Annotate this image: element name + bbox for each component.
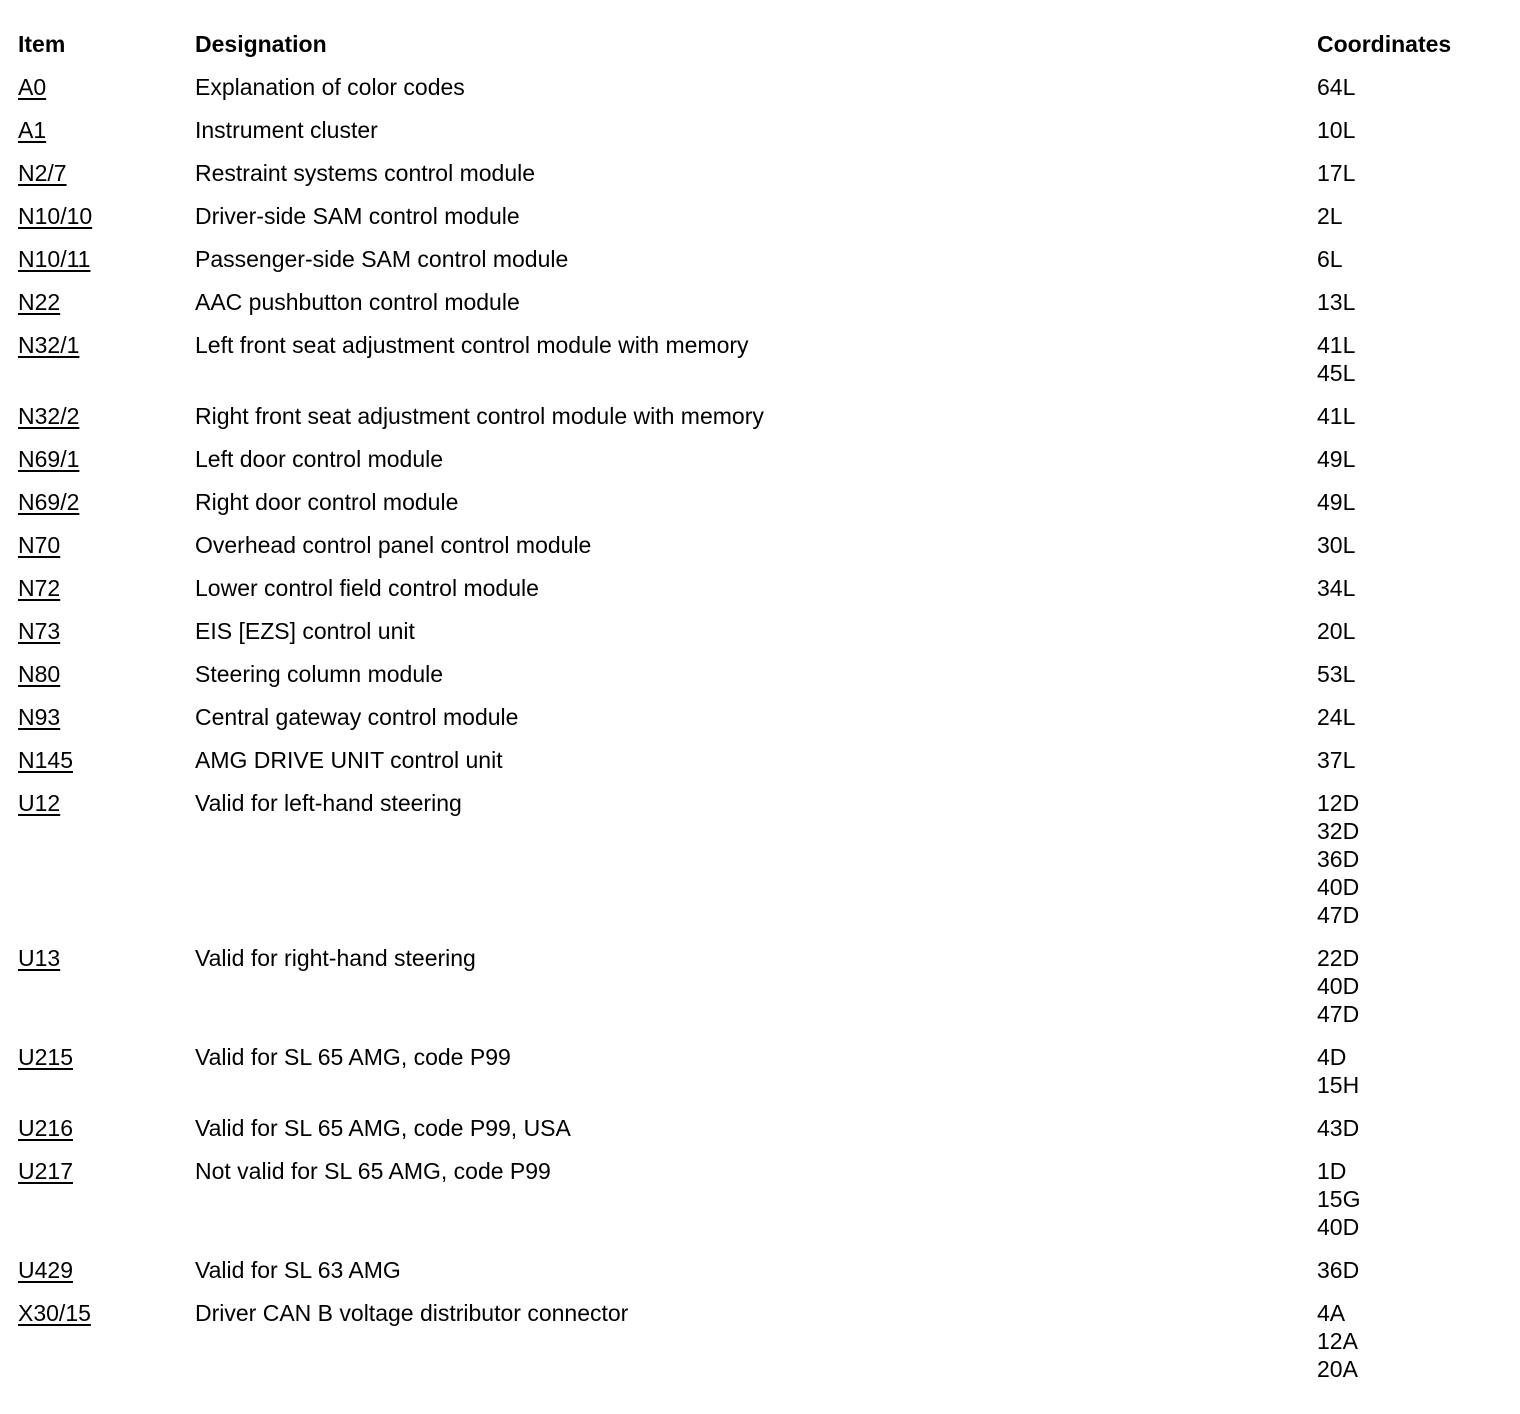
item-cell [18,787,195,819]
coordinate-value: 45L [1317,360,1356,386]
designation-cell: Valid for SL 63 AMG [195,1257,401,1283]
coordinates-cell [1317,615,1497,647]
item-cell [18,114,195,146]
item-code-link[interactable]: N32/1 [18,332,80,358]
coordinates-cell [1317,529,1497,561]
table-row [18,1297,1498,1396]
item-cell [18,529,195,561]
coordinate-value: 24L [1317,704,1356,730]
item-code-link[interactable]: U429 [18,1257,73,1283]
item-cell [18,200,195,232]
coordinate-value: 2L [1317,203,1343,229]
coordinate-value: 13L [1317,289,1356,315]
table-row [18,443,1498,486]
designation-cell: Left door control module [195,446,444,472]
coordinates-cell [1317,329,1497,389]
table-row [18,114,1498,157]
coordinates-cell [1317,243,1497,275]
designation-cell: Valid for SL 65 AMG, code P99, USA [195,1115,571,1141]
item-code-link[interactable]: N145 [18,747,73,773]
coordinate-value: 12D [1317,790,1360,816]
table-row [18,71,1498,114]
item-code-link[interactable]: N2/7 [18,160,67,186]
item-cell [18,1155,195,1187]
table-row [18,701,1498,744]
designation-cell: Valid for left-hand steering [195,790,462,816]
designation-cell: Right front seat adjustment control module with memory [195,403,764,429]
coordinates-cell [1317,701,1497,733]
designation-cell: Driver CAN B voltage distributor connector [195,1300,629,1326]
coordinates-cell [1317,1041,1497,1101]
designation-cell: Not valid for SL 65 AMG, code P99 [195,1158,551,1184]
item-cell [18,486,195,518]
coordinates-cell [1317,157,1497,189]
coordinates-cell [1317,443,1497,475]
table-body [18,71,1498,1396]
item-code-link[interactable]: A0 [18,74,47,100]
item-cell [18,572,195,604]
item-code-link[interactable]: N73 [18,618,61,644]
coordinate-value: 15G [1317,1186,1361,1212]
coordinates-cell [1317,787,1497,931]
designation-cell: Left front seat adjustment control module with memory [195,332,749,358]
table-row [18,243,1498,286]
designation-cell: Overhead control panel control module [195,532,592,558]
item-code-link[interactable]: N32/2 [18,403,80,429]
table-row [18,329,1498,400]
coordinate-value: 47D [1317,1001,1360,1027]
item-code-link[interactable]: N70 [18,532,61,558]
designation-cell: Right door control module [195,489,459,515]
designation-cell: EIS [EZS] control unit [195,618,415,644]
coordinates-cell [1317,1297,1497,1385]
table-row [18,1254,1498,1297]
coordinate-value: 36D [1317,846,1360,872]
coordinate-value: 41L [1317,403,1356,429]
item-cell [18,1041,195,1073]
item-cell [18,615,195,647]
coordinate-value: 40D [1317,874,1360,900]
coordinate-value: 36D [1317,1257,1360,1283]
coordinate-value: 40D [1317,973,1360,999]
item-cell [18,942,195,974]
table-header-row [18,28,1498,71]
item-cell [18,1254,195,1286]
coordinates-cell [1317,486,1497,518]
designation-cell: Steering column module [195,661,444,687]
item-cell [18,329,195,361]
coordinate-value: 30L [1317,532,1356,558]
designation-cell: Passenger-side SAM control module [195,246,569,272]
coordinate-value: 17L [1317,160,1356,186]
item-code-link[interactable]: U13 [18,945,61,971]
coordinate-value: 64L [1317,74,1356,100]
table-row [18,157,1498,200]
coordinates-cell [1317,200,1497,232]
coordinate-value: 4A [1317,1300,1346,1326]
item-code-link[interactable]: N22 [18,289,61,315]
designation-cell: Valid for SL 65 AMG, code P99 [195,1044,511,1070]
coordinate-value: 6L [1317,246,1343,272]
coordinate-value: 34L [1317,575,1356,601]
designation-column-header: Designation [195,31,327,57]
item-code-link[interactable]: X30/15 [18,1300,91,1326]
item-code-link[interactable]: N80 [18,661,61,687]
coordinates-cell [1317,942,1497,1030]
coordinate-value: 15H [1317,1072,1360,1098]
item-cell [18,658,195,690]
table-row [18,1155,1498,1254]
table-row [18,942,1498,1041]
item-code-link[interactable]: A1 [18,117,47,143]
coordinate-value: 37L [1317,747,1356,773]
coordinate-value: 20A [1317,1356,1358,1382]
table-row [18,658,1498,701]
item-cell [18,400,195,432]
table-row [18,400,1498,443]
designation-cell: Explanation of color codes [195,74,465,100]
coordinate-value: 49L [1317,446,1356,472]
coordinate-value: 12A [1317,1328,1358,1354]
coordinates-cell [1317,400,1497,432]
coordinates-cell [1317,286,1497,318]
table-row [18,286,1498,329]
item-code-link[interactable]: N72 [18,575,61,601]
component-legend-table [18,28,1498,1396]
item-code-link[interactable]: N10/11 [18,246,91,272]
item-code-link[interactable]: U216 [18,1115,73,1141]
coordinate-value: 20L [1317,618,1356,644]
coordinates-cell [1317,744,1497,776]
designation-cell: Instrument cluster [195,117,378,143]
coordinate-value: 22D [1317,945,1360,971]
item-column-header: Item [18,31,66,57]
item-code-link[interactable]: N93 [18,704,61,730]
designation-cell: Valid for right-hand steering [195,945,476,971]
coordinates-cell [1317,71,1497,103]
designation-cell: AMG DRIVE UNIT control unit [195,747,503,773]
coordinate-value: 10L [1317,117,1356,143]
item-cell [18,701,195,733]
coordinate-value: 43D [1317,1115,1360,1141]
item-cell [18,286,195,318]
table-row [18,1112,1498,1155]
table-row [18,200,1498,243]
coordinates-cell [1317,1155,1497,1243]
coordinate-value: 40D [1317,1214,1360,1240]
designation-cell: Driver-side SAM control module [195,203,520,229]
coordinate-value: 32D [1317,818,1360,844]
table-row [18,486,1498,529]
item-code-link[interactable]: U215 [18,1044,73,1070]
item-cell [18,1112,195,1144]
designation-cell: Restraint systems control module [195,160,536,186]
item-code-link[interactable]: N69/2 [18,489,80,515]
designation-cell: Lower control field control module [195,575,539,601]
item-code-link[interactable]: U217 [18,1158,73,1184]
coordinates-cell [1317,1254,1497,1286]
item-code-link[interactable]: U12 [18,790,61,816]
item-cell [18,443,195,475]
table-row [18,1041,1498,1112]
table-row [18,787,1498,942]
coordinate-value: 4D [1317,1044,1347,1070]
coordinates-cell [1317,1112,1497,1144]
item-cell [18,71,195,103]
designation-cell: Central gateway control module [195,704,519,730]
item-code-link[interactable]: N10/10 [18,203,93,229]
table-row [18,572,1498,615]
item-cell [18,744,195,776]
coordinate-value: 1D [1317,1158,1347,1184]
coordinates-column-header: Coordinates [1317,31,1452,57]
coordinate-value: 47D [1317,902,1360,928]
coordinate-value: 53L [1317,661,1356,687]
coordinates-cell [1317,114,1497,146]
designation-cell: AAC pushbutton control module [195,289,520,315]
item-cell [18,157,195,189]
coordinate-value: 41L [1317,332,1356,358]
table-row [18,615,1498,658]
item-cell [18,1297,195,1329]
item-cell [18,243,195,275]
table-row [18,529,1498,572]
table-row [18,744,1498,787]
coordinates-cell [1317,572,1497,604]
coordinates-cell [1317,658,1497,690]
coordinate-value: 49L [1317,489,1356,515]
item-code-link[interactable]: N69/1 [18,446,80,472]
